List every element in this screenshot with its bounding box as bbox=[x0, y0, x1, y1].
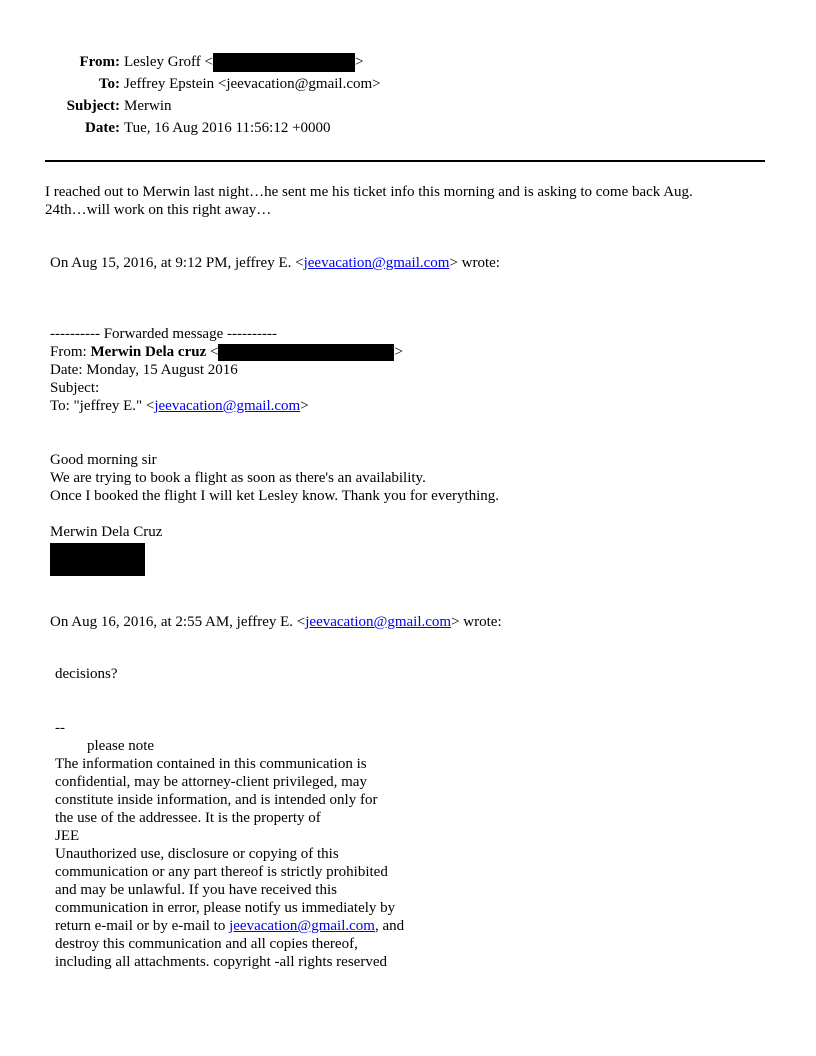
date-label: Date: bbox=[85, 120, 120, 136]
forward-from-pre: From: bbox=[50, 344, 91, 360]
from-label: From: bbox=[79, 54, 120, 70]
date-value: Tue, 16 Aug 2016 11:56:12 +0000 bbox=[124, 120, 331, 136]
header-subject-row bbox=[0, 95, 360, 117]
disclaimer-line: the use of the addressee. It is the property of bbox=[55, 810, 321, 826]
quote2-intro-post: > wrote: bbox=[451, 614, 502, 630]
forward-to-post: > bbox=[300, 398, 309, 414]
redacted-signature-block bbox=[50, 543, 145, 576]
footer-disclaimer bbox=[55, 755, 404, 971]
quote2-message: decisions? bbox=[55, 666, 118, 682]
subject-value: Merwin bbox=[124, 98, 172, 114]
disclaimer-line: destroy this communication and all copies thereof, bbox=[55, 936, 358, 952]
forward-subject: Subject: bbox=[50, 380, 100, 396]
quote2-intro bbox=[50, 613, 502, 631]
forward-to-row bbox=[50, 397, 309, 415]
return-pre: return e-mail or by e-mail to bbox=[55, 918, 230, 934]
footer-email-link[interactable]: jeevacation@gmail.com bbox=[229, 918, 375, 934]
forward-to-pre: To: "jeffrey E." < bbox=[50, 398, 155, 414]
forward-greeting: Good morning sir bbox=[50, 452, 157, 468]
header-date-row bbox=[0, 117, 360, 139]
header-to-row bbox=[0, 73, 381, 95]
forward-message-line-1: We are trying to book a flight as soon as there's an availability. bbox=[50, 470, 426, 486]
disclaimer-return-line bbox=[55, 917, 404, 935]
disclaimer-line: The information contained in this communication is bbox=[55, 756, 367, 772]
disclaimer-line: Unauthorized use, disclosure or copying of this bbox=[55, 846, 339, 862]
quote1-intro-pre: On Aug 15, 2016, at 9:12 PM, jeffrey E. < bbox=[50, 255, 304, 271]
disclaimer-line: and may be unlawful. If you have received this bbox=[55, 882, 337, 898]
subject-label: Subject: bbox=[66, 98, 120, 114]
forward-separator: ---------- Forwarded message ---------- bbox=[50, 326, 277, 342]
quote1-intro-post: > wrote: bbox=[449, 255, 500, 271]
forward-from-open: < bbox=[206, 344, 219, 360]
redacted-email bbox=[218, 344, 394, 361]
disclaimer-line: communication in error, please notify us immediately by bbox=[55, 900, 396, 916]
forward-to-email-link[interactable]: jeevacation@gmail.com bbox=[154, 398, 301, 414]
disclaimer-line: constitute inside information, and is intended only for bbox=[55, 792, 378, 808]
forward-date: Date: Monday, 15 August 2016 bbox=[50, 362, 238, 378]
forward-from-name: Merwin Dela cruz bbox=[90, 344, 207, 360]
quote2-email-link[interactable]: jeevacation@gmail.com bbox=[305, 614, 452, 630]
disclaimer-line: communication or any part thereof is strictly prohibited bbox=[55, 864, 388, 880]
reply-line-1: I reached out to Merwin last night…he sent me his ticket info this morning and is asking to come back Aug. bbox=[45, 184, 693, 200]
quote1-intro bbox=[50, 254, 500, 272]
forward-signature: Merwin Dela Cruz bbox=[50, 524, 163, 540]
to-label: To: bbox=[98, 76, 120, 92]
footer-please-note: please note bbox=[87, 738, 155, 754]
quote1-email-link[interactable]: jeevacation@gmail.com bbox=[303, 255, 450, 271]
forward-from-close: > bbox=[394, 344, 403, 360]
from-name: Lesley Groff < bbox=[124, 54, 213, 70]
from-close: > bbox=[355, 54, 364, 70]
disclaimer-line: including all attachments. copyright -all rights reserved bbox=[55, 954, 387, 970]
header-from-row bbox=[0, 51, 364, 73]
redacted-email bbox=[213, 53, 355, 72]
disclaimer-line: JEE bbox=[55, 828, 80, 844]
forward-message-line-2: Once I booked the flight I will ket Lesley know. Thank you for everything. bbox=[50, 488, 500, 504]
disclaimer-line: confidential, may be attorney-client privileged, may bbox=[55, 774, 367, 790]
quote2-intro-pre: On Aug 16, 2016, at 2:55 AM, jeffrey E. < bbox=[50, 614, 306, 630]
to-value: Jeffrey Epstein <jeevacation@gmail.com> bbox=[124, 76, 381, 92]
return-post: , and bbox=[374, 918, 405, 934]
header-divider bbox=[45, 160, 765, 162]
reply-line-2: 24th…will work on this right away… bbox=[45, 202, 272, 218]
forward-from-row bbox=[50, 343, 403, 361]
footer-dashes: -- bbox=[55, 720, 65, 736]
